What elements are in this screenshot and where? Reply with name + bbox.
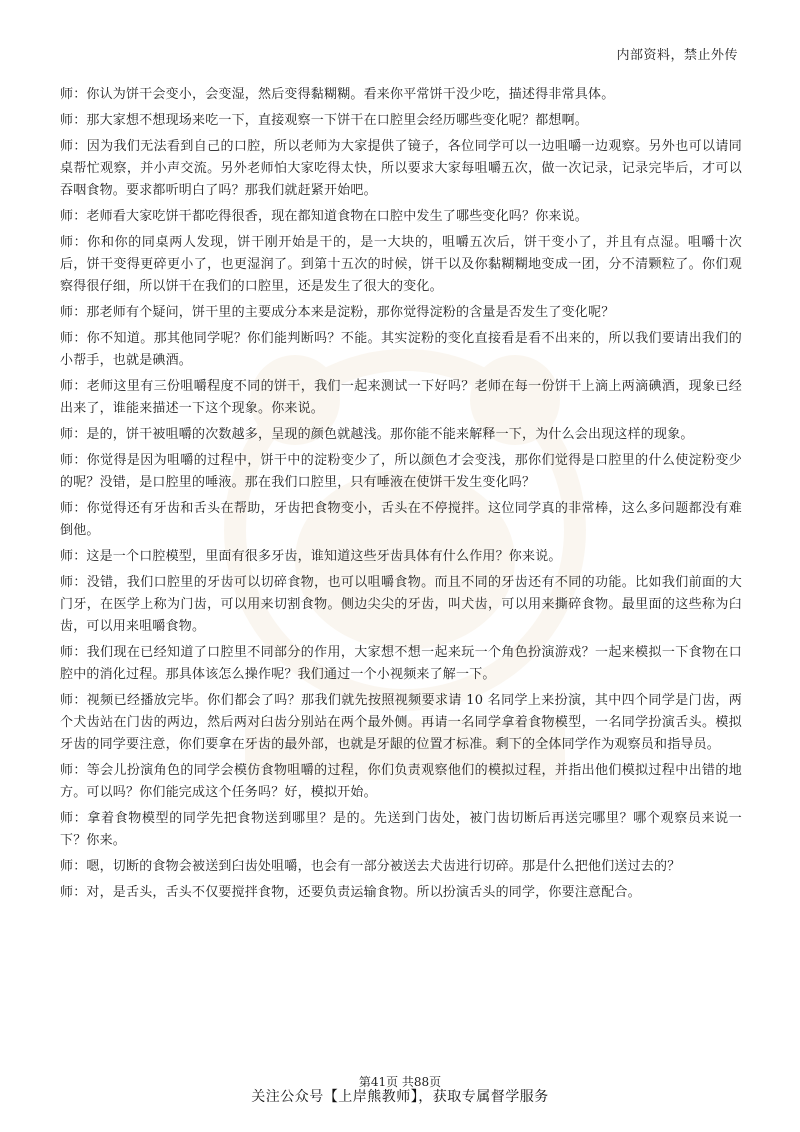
dialogue-paragraph: 师：你和你的同桌两人发现，饼干刚开始是干的，是一大块的，咀嚼五次后，饼干变小了，并且有点湿。咀嚼十次后，饼干变得更碎更小了，也更湿润了。到第十五次的时候，饼干以及你黏糊糊地变成一团，分不清颗粒了。你们观察得很仔细，所以饼干在我们的口腔里，还是发生了很大的变化。 — [60, 235, 742, 294]
dialogue-paragraph: 师：那老师有个疑问，饼干里的主要成分本来是淀粉，那你觉得淀粉的含量是否发生了变化呢？ — [60, 305, 615, 320]
dialogue-paragraph: 师：老师这里有三份咀嚼程度不同的饼干，我们一起来测试一下好吗？老师在每一份饼干上滴上两滴碘酒，现象已经出来了，谁能来描述一下这个现象。你来说。 — [60, 379, 742, 416]
dialogue-paragraph: 师：嗯，切断的食物会被送到臼齿处咀嚼，也会有一部分被送去犬齿进行切碎。那是什么把他们送过去的？ — [60, 859, 681, 874]
dialogue-paragraph: 师：没错，我们口腔里的牙齿可以切碎食物，也可以咀嚼食物。而且不同的牙齿还有不同的功能。比如我们前面的大门牙，在医学上称为门齿，可以用来切割食物。侧边尖尖的牙齿，叫犬齿，可以用来撕碎食物。最里面的这些称为臼齿，可以用来咀嚼食物。 — [60, 575, 742, 634]
dialogue-paragraph: 师：是的，饼干被咀嚼的次数越多，呈现的颜色就越浅。那你能不能来解释一下，为什么会出现这样的现象。 — [60, 427, 694, 442]
promo-text: 关注公众号【上岸熊教师】，获取专属督学服务 — [251, 1089, 549, 1105]
document-body — [60, 84, 742, 908]
dialogue-paragraph: 师：我们现在已经知道了口腔里不同部分的作用，大家想不想一起来玩一个角色扮演游戏？一起来模拟一下食物在口腔中的消化过程。那具体该怎么操作呢？我们通过一个小视频来了解一下。 — [60, 645, 742, 682]
dialogue-paragraph: 师：对，是舌头，舌头不仅要搅拌食物，还要负责运输食物。所以扮演舌头的同学，你要注意配合。 — [60, 885, 641, 900]
dialogue-paragraph: 师：你不知道。那其他同学呢？你们能判断吗？不能。其实淀粉的变化直接看是看不出来的，所以我们要请出我们的小帮手，也就是碘酒。 — [60, 331, 742, 368]
dialogue-paragraph: 师：因为我们无法看到自己的口腔，所以老师为大家提供了镜子，各位同学可以一边咀嚼一边观察。另外也可以请同桌帮忙观察，并小声交流。另外老师怕大家吃得太快，所以要求大家每咀嚼五次，做一次记录，记录完毕后，才可以吞咽食物。要求都听明白了吗？那我们就赶紧开始吧。 — [60, 139, 742, 198]
dialogue-paragraph: 师：你觉得还有牙齿和舌头在帮助，牙齿把食物变小，舌头在不停搅拌。这位同学真的非常棒，这么多问题都没有难倒他。 — [60, 501, 742, 538]
dialogue-paragraph: 师：你认为饼干会变小，会变湿，然后变得黏糊糊。看来你平常饼干没少吃，描述得非常具体。 — [60, 87, 615, 102]
dialogue-paragraph: 师：视频已经播放完毕。你们都会了吗？那我们就先按照视频要求请 10 名同学上来扮演，其中四个同学是门齿，两个犬齿站在门齿的两边，然后两对臼齿分别站在两个最外侧。再请一名同学拿着食物模型，一名同学扮演舌头。模拟牙齿的同学要注意，你们要拿在牙齿的最外部，也就是牙龈的位置才标准。剩下的全体同学作为观察员和指导员。 — [60, 693, 742, 752]
dialogue-paragraph: 师：你觉得是因为咀嚼的过程中，饼干中的淀粉变少了，所以颜色才会变浅，那你们觉得是口腔里的什么使淀粉变少的呢？没错，是口腔里的唾液。那在我们口腔里，只有唾液在使饼干发生变化吗？ — [60, 453, 742, 490]
dialogue-paragraph: 师：拿着食物模型的同学先把食物送到哪里？是的。先送到门齿处，被门齿切断后再送完哪里？哪个观察员来说一下？你来。 — [60, 811, 742, 848]
dialogue-paragraph: 师：那大家想不想现场来吃一下，直接观察一下饼干在口腔里会经历哪些变化呢？都想啊。 — [60, 113, 589, 128]
dialogue-paragraph: 师：老师看大家吃饼干都吃得很香，现在都知道食物在口腔中发生了哪些变化吗？你来说。 — [60, 209, 589, 224]
confidential-note: 内部资料，禁止外传 — [616, 48, 738, 63]
dialogue-paragraph: 师：等会儿扮演角色的同学会模仿食物咀嚼的过程，你们负责观察他们的模拟过程，并指出他们模拟过程中出错的地方。可以吗？你们能完成这个任务吗？好，模拟开始。 — [60, 763, 742, 800]
dialogue-paragraph: 师：这是一个口腔模型，里面有很多牙齿，谁知道这些牙齿具体有什么作用？你来说。 — [60, 549, 562, 564]
page-indicator: 第41页 共88页 — [358, 1075, 442, 1089]
